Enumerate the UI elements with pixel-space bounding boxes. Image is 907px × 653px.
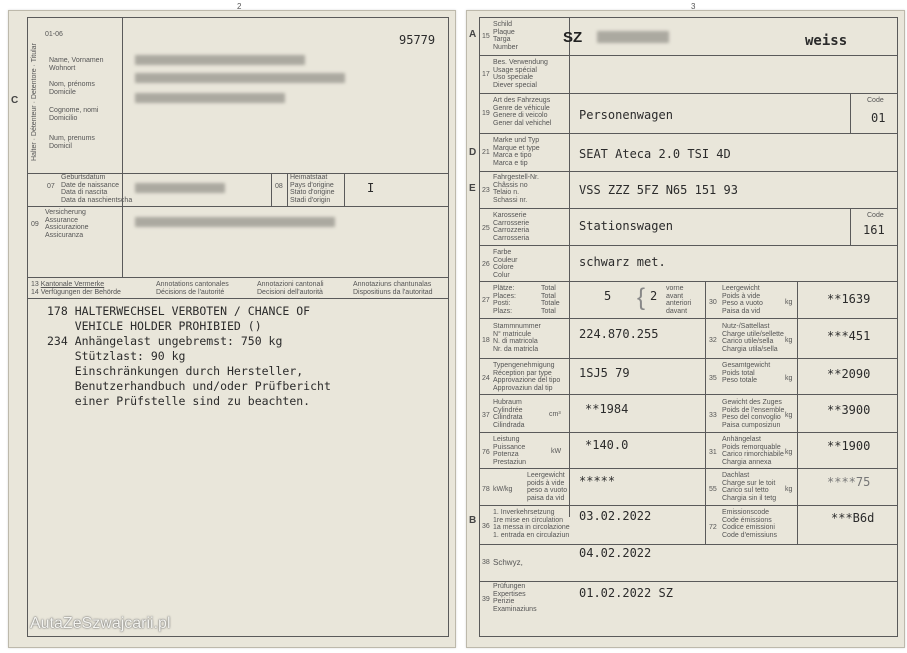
section-letter-d: D [469,147,477,158]
chassis-number-value: VSS ZZZ 5FZ N65 151 93 [579,183,738,197]
holder-label-nom: Nom, prénoms Domicile [49,81,95,96]
first-registration-value: 03.02.2022 [579,509,652,523]
payload-field-number: 32 [709,337,717,344]
vehicle-code-label: Code [867,97,884,104]
body-code-label: Code [867,212,884,219]
issue-place-field-number: 38 [482,559,490,566]
holder-side-label: Halter · Détenteur · Detentore · Titular [31,43,38,161]
plate-field-number: 15 [482,33,490,40]
row-line [479,245,898,246]
emission-code-labels: Emissionscode Code émissions Codice emissioni Code d'emissiuns [722,509,778,539]
plate-labels: Schild Plaque Targa Number [493,21,518,51]
weights-value-divider [797,281,798,545]
vehicle-code-value: 01 [871,111,886,125]
payload-value: ***451 [827,329,871,343]
bottom-frame-line [479,636,898,637]
seats-front-value: 2 [650,289,658,303]
vehicle-type-value: Personenwagen [579,108,673,122]
origin-divider-a [271,173,272,207]
row-line [479,358,898,359]
total-weight-unit: kg [785,375,793,382]
top-frame-line [27,17,449,18]
row-line [479,171,898,172]
weights-divider [705,281,706,545]
body-code-value: 161 [863,223,885,237]
total-weight-field-number: 35 [709,375,717,382]
train-weight-value: **3900 [827,403,871,417]
matricule-field-number: 18 [482,337,490,344]
insurance-field-number: 09 [31,221,39,228]
row-line [479,468,898,469]
power-field-number: 76 [482,449,490,456]
row-line [479,432,898,433]
insurance-labels: Versicherung Assurance Assicurazione Assicuranza [45,209,89,239]
seats-field-number: 27 [482,297,490,304]
right-frame-line [448,17,449,637]
holder-divider [122,17,123,173]
origin-divider-c [344,173,345,207]
section-letter-c: C [11,95,19,106]
body-labels: Karosserie Carrosserie Carrozzeria Carrosseria [493,212,530,242]
plate-color: weiss [805,33,848,49]
displacement-value: **1984 [585,402,629,416]
power-value: *140.0 [585,438,629,452]
row-line [479,281,898,282]
payload-unit: kg [785,337,793,344]
usage-labels: Bes. Verwendung Usage spécial Uso speciale Diever special [493,59,548,89]
trailer-load-labels: Anhängelast Poids remorquable Carico rimorchiabile Chargia annexa [722,436,784,466]
origin-value: I [367,181,375,195]
section-letter-a: A [469,29,477,40]
origin-divider-b [287,173,288,207]
power-ratio-sublabels: Leergewicht poids à vide peso a vuoto paisa da vid [527,472,568,502]
displacement-labels: Hubraum Cylindrée Cilindrata Cilindrada [493,399,525,429]
holder-label-name: Name, Vornamen Wohnort [49,57,104,72]
authority-notes: 178 HALTERWECHSEL VERBOTEN / CHANCE OF VEHICLE HOLDER PROHIBIED () 234 Anhängelast ungebremst: 750 kg Stützlast: 90 kg Einschränkungen durch Hersteller, Benutzerhandbuch und/oder Prüfbericht einer Prüfstelle sind zu beachten. [47,304,331,408]
row-line [479,93,898,94]
body-code-box [850,208,851,246]
holder-label-num: Num, prenums Domicil [49,135,95,150]
empty-weight-labels: Leergewicht Poids à vide Peso a vuoto Paisa da vid [722,285,763,315]
inspections-field-number: 39 [482,596,490,603]
holder-city-redacted [135,93,285,103]
holder-label-cognome: Cognome, nomi Domicilio [49,107,99,122]
chassis-labels: Fahrgestell-Nr. Châssis no Telaio n. Schassi nr. [493,174,539,204]
document-number: 95779 [399,33,436,47]
row-line [479,133,898,134]
row-line [479,505,898,506]
seats-brace: { [637,284,646,311]
notes-header-row1: 13 Kantonale Vermerke Annotations cantonales Annotazioni cantonali Annotaziuns chantunalas [31,281,432,288]
emission-code-value: ***B6d [831,511,875,525]
trailer-load-value: **1900 [827,439,871,453]
section-letter-e: E [469,183,476,194]
issue-date-value: 04.02.2022 [579,546,652,560]
displacement-unit: cm³ [549,411,561,418]
first-registration-labels: 1. Inverkehrsetzung 1re mise en circulation 1a messa in circolazione 1. entrada en circulaziun [493,509,570,539]
body-value: Stationswagen [579,219,673,233]
make-field-number: 21 [482,149,490,156]
seats-labels: Plätze: Places: Posti: Plazs: [493,285,516,315]
empty-weight-value: **1639 [827,292,871,306]
birth-date-redacted [135,183,225,193]
displacement-field-number: 37 [482,412,490,419]
page-number-left: 2 [237,2,242,11]
bottom-frame-line [27,636,449,637]
color-labels: Farbe Couleur Colore Colur [493,249,518,279]
inspections-labels: Prüfungen Expertises Perizie Examinaziuns [493,583,537,613]
label-column-divider [569,17,570,517]
usage-field-number: 17 [482,71,490,78]
notes-header-line [27,298,449,299]
section-letter-b: B [469,515,477,526]
type-approval-value: 1SJ5 79 [579,366,630,380]
trailer-load-field-number: 31 [709,449,717,456]
seats-total-value: 5 [604,289,612,303]
type-approval-labels: Typengenehmigung Réception par type Approvazione del tipo Approvaziun dal tip [493,362,561,392]
train-weight-labels: Gewicht des Zuges Poids de l'ensemble Peso del convoglio Paisa cumposiziun [722,399,785,429]
matricule-value: 224.870.255 [579,327,659,341]
matricule-labels: Stammnummer N° matricule N. di matricola Nr. da matricla [493,323,541,353]
seats-front-labels: vorne avant anteriori davant [666,285,692,315]
power-ratio-field-number: 78 [482,486,490,493]
inspection-value: 01.02.2022 SZ [579,586,673,600]
form-code: 01-06 [45,31,63,38]
row-line [479,208,898,209]
roof-load-field-number: 55 [709,486,717,493]
watermark: AutaZeSzwajcarii.pl [30,615,171,632]
make-labels: Marke und Typ Marque et type Marca e tipo Marca e tip [493,137,540,167]
holder-name-redacted [135,55,305,65]
top-frame-line [479,17,898,18]
body-field-number: 25 [482,225,490,232]
make-model-value: SEAT Ateca 2.0 TSI 4D [579,147,731,161]
origin-field-number: 08 [275,183,283,190]
power-ratio-label: kW/kg [493,486,513,493]
vehicle-type-labels: Art des Fahrzeugs Genre de véhicule Genere di veicolo Gener dal vehichel [493,97,552,127]
color-value: schwarz met. [579,255,666,269]
row-line [479,581,898,582]
power-labels: Leistung Puissance Potenza Prestaziun [493,436,527,466]
plate-number-redacted [597,31,669,43]
roof-load-labels: Dachlast Charge sur le toit Carico sul tetto Chargia sin il tetg [722,472,777,502]
type-approval-field-number: 24 [482,375,490,382]
total-weight-value: **2090 [827,367,871,381]
birth-labels: Geburtsdatum Date de naissance Data di nascita Data da naschientscha [61,174,133,204]
left-frame-line [27,17,28,637]
empty-weight-unit: kg [785,299,793,306]
first-registration-field-number: 36 [482,523,490,530]
power-unit: kW [551,448,562,455]
trailer-load-unit: kg [785,449,793,456]
seats-total-labels: Total Total Totale Total [541,285,560,315]
right-page [466,2,905,648]
row-line [479,318,898,319]
holder-street-redacted [135,73,345,83]
issue-place-label: Schwyz, [493,558,523,567]
insurance-divider [122,206,123,278]
birth-field-number: 07 [47,183,55,190]
total-weight-labels: Gesamtgewicht Poids total Peso totale [722,362,771,384]
color-field-number: 26 [482,261,490,268]
chassis-field-number: 23 [482,187,490,194]
power-ratio-value: ***** [579,474,616,488]
birth-bottom-line [27,206,449,207]
train-weight-unit: kg [785,412,793,419]
origin-labels: Heimatstaat Pays d'origine Stato d'origine Stadi d'origin [290,174,335,204]
row-line [479,544,898,545]
vehicle-code-box [850,93,851,134]
page-number-right: 3 [691,2,696,11]
insurance-bottom-line [27,277,449,278]
row-line [479,394,898,395]
plate-canton: SZ [563,29,583,46]
train-weight-field-number: 33 [709,412,717,419]
left-page [8,2,456,648]
emission-code-field-number: 72 [709,524,717,531]
notes-header-row2: 14 Verfügungen der Behörde Décisions de l'autorité Decisioni dell'autorità Dispositiuns da l'autoritad [31,289,433,296]
row-line [479,55,898,56]
vehicle-type-field-number: 19 [482,110,490,117]
empty-weight-field-number: 30 [709,299,717,306]
payload-labels: Nutz-/Sattellast Charge utile/sellette Carico utile/sella Chargia utila/sella [722,323,784,353]
insurance-redacted [135,217,335,227]
roof-load-unit: kg [785,486,793,493]
roof-load-value: ****75 [827,475,871,489]
